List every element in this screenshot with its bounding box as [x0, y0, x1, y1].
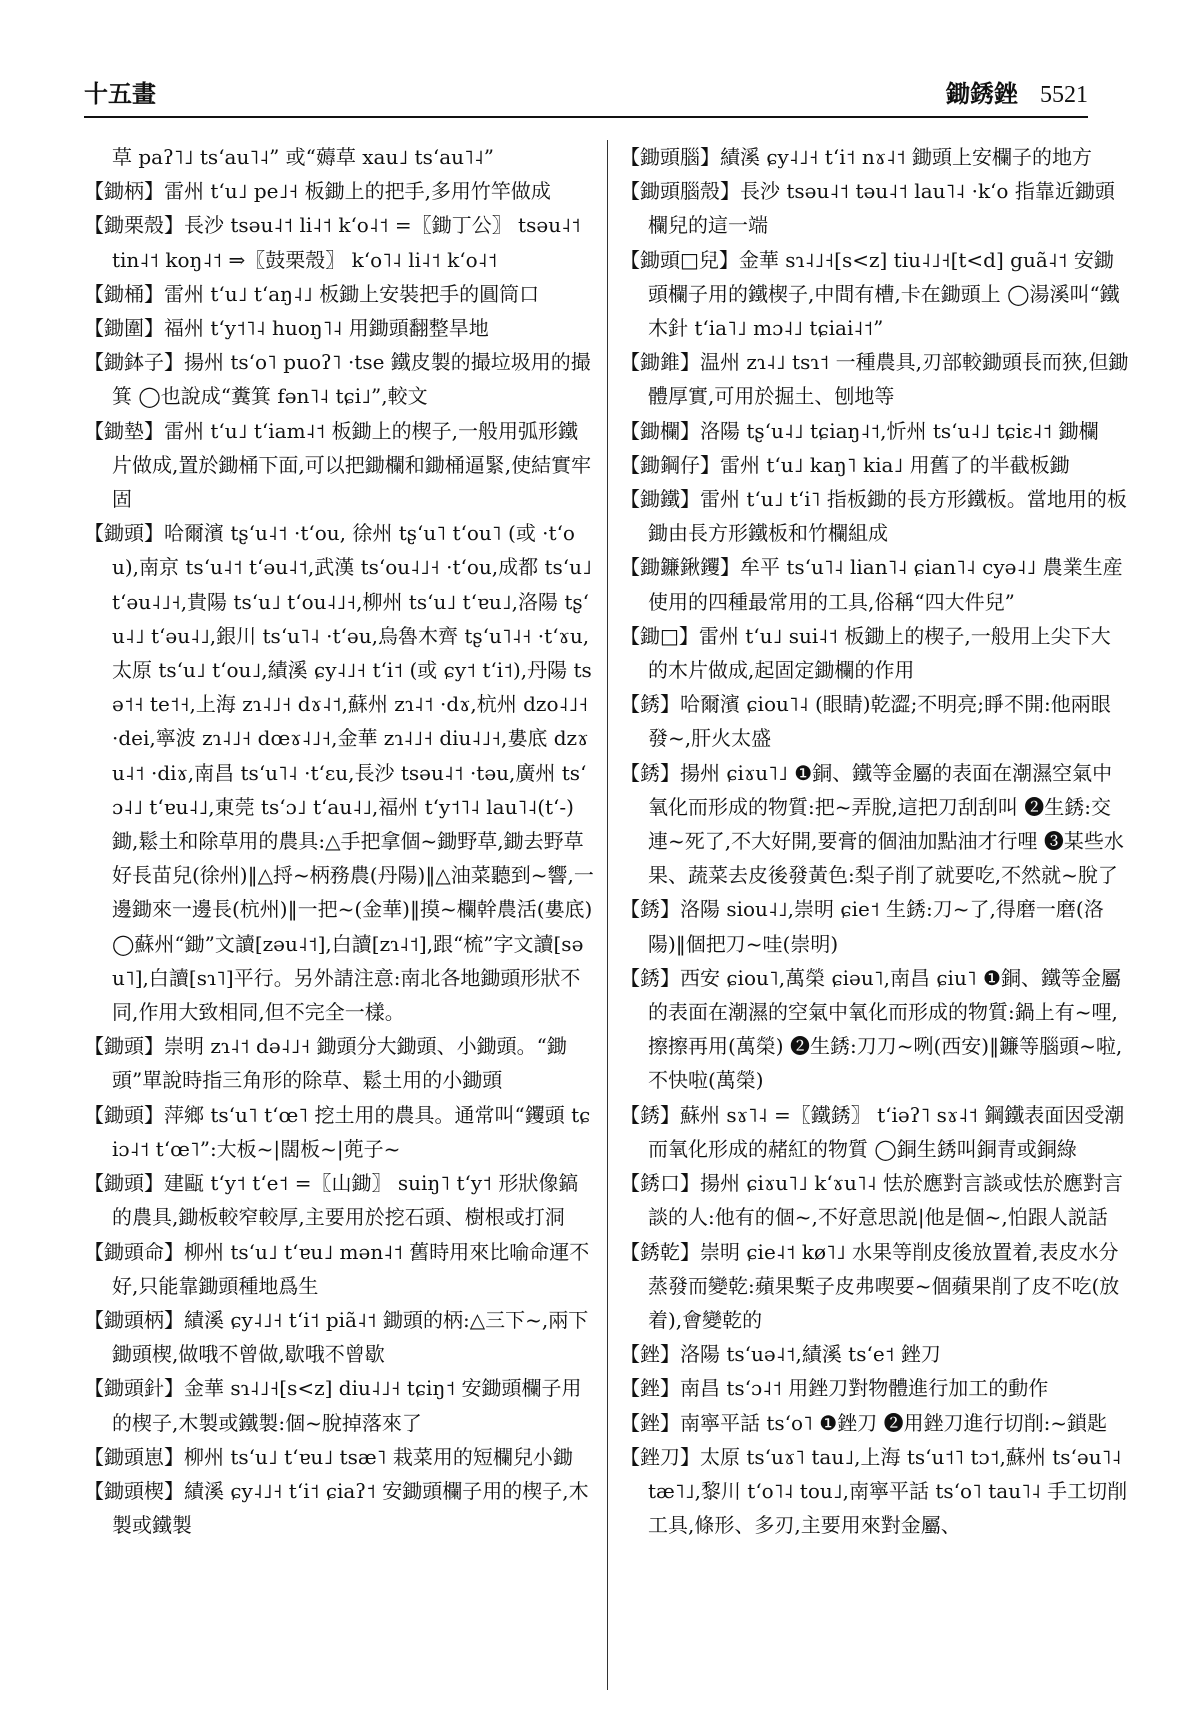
dictionary-entry: 【鋤錐】温州 zɿ˨˩ tsɿ˦ 一種農具,刃部較鋤頭長而狹,但鋤體厚實,可用於掘土、刨地等	[620, 350, 1129, 409]
dictionary-entry: 【鋤鋼仔】雷州 tʻu˩ kaŋ˥ kia˩ 用舊了的半截板鋤	[620, 452, 1070, 477]
dictionary-entry: 【銼刀】太原 tsʻuɤ˥ tau˩,上海 tsʻu˦˥ tɔ˦,蘇州 tsʻəu˥˨ tæ˥˩,黎川 tʻo˥˨ tou˩,南寧平話 tsʻo˥ tau˥˨ 手工切削工具,條形、多刃,主要用來對金屬、	[620, 1444, 1128, 1538]
dictionary-entry: 【鋤頭柄】績溪 ɕy˨˩˧ tʻi˦ piã˨˦ 鋤頭的柄:△三下~,兩下鋤頭楔,做哦不曾做,歇哦不曾歇	[84, 1307, 589, 1367]
dictionary-entry: 【銹】揚州 ɕiɤu˥˩ ❶銅、鐵等金屬的表面在潮濕空氣中氧化而形成的物質:把~弄脫,這把刀刮刮叫 ❷生銹:交連~死了,不大好開,要膏的個油加點油才行哩 ❸某些水果、蔬菜去皮後發黃色:梨子削了就要吃,不然就~脫了	[620, 760, 1124, 888]
dictionary-entry: 【銹】蘇州 sɤ˥˨ =〖鐵銹〗 tʻiəʔ˥ sɤ˨˦ 鋼鐵表面因受潮而氧化形成的赭紅的物質 ◯銅生銹叫銅青或銅綠	[620, 1102, 1125, 1161]
dictionary-entry: 【鋤頭腦殼】長沙 tsəu˨˦ təu˨˦ lau˥˨ ·kʻo 指靠近鋤頭欄兒的這一端	[620, 179, 1115, 238]
head-characters: 鋤銹銼	[946, 79, 1018, 108]
dictionary-entry: 【鋤墊】雷州 tʻu˩ tʻiam˨˦ 板鋤上的楔子,一般用弧形鐵片做成,置於鋤桶下面,可以把鋤欄和鋤桶逼緊,使結實牢固	[84, 418, 592, 512]
dictionary-entry: 【鋤柄】雷州 tʻu˩ pe˩˧ 板鋤上的把手,多用竹竿做成	[84, 179, 551, 204]
dictionary-entry: 【鋤鐵】雷州 tʻu˩ tʻi˥ 指板鋤的長方形鐵板。當地用的板鋤由長方形鐵板和竹欄組成	[620, 487, 1127, 546]
dictionary-entry: 【鋤頭命】柳州 tsʻu˩ tʻɐu˩ mən˨˦ 舊時用來比喻命運不好,只能靠鋤頭種地爲生	[84, 1239, 590, 1298]
dictionary-entry: 【鋤鐮鍬钁】牟平 tsʻu˥˨ lian˥˨ ɕian˥˨ cyə˨˩ 農業生産使用的四種最常用的工具,俗稱“四大件兒”	[620, 555, 1123, 614]
dictionary-entry: 【銹口】揚州 ɕiɤu˥˩ kʻɤu˥˨ 怯於應對言談或怯於應對言談的人:他有的個~,不好意思説|他是個~,怕跟人説話	[620, 1171, 1123, 1230]
left-column	[84, 140, 594, 1542]
right-column	[620, 140, 1130, 1542]
dictionary-entry: 【鋤圍】福州 tʻy˦˥˨ huoŋ˥˨ 用鋤頭翻整旱地	[84, 316, 489, 341]
page-number: 5521	[1040, 82, 1088, 108]
running-head	[946, 74, 1088, 109]
dictionary-entry: 【鋤鉢子】揚州 tsʻo˥ puoʔ˥ ·tse 鐵皮製的撮垃圾用的撮箕 ◯也說成“糞箕 fən˥˨ tɕi˩”,較文	[84, 350, 591, 409]
dictionary-entry: 【鋤桶】雷州 tʻu˩ tʻaŋ˨˩ 板鋤上安裝把手的圓筒口	[84, 281, 540, 306]
dictionary-entry: 草 paʔ˥˩ tsʻau˥˨” 或“薅草 xau˩ tsʻau˥˨”	[112, 145, 494, 169]
dictionary-entry: 【鋤頭楔】績溪 ɕy˨˩˧ tʻi˦ ɕiaʔ˦ 安鋤頭欄子用的楔子,木製或鐵製	[84, 1478, 589, 1538]
section-title: 十五畫	[84, 79, 156, 108]
dictionary-entry: 【鋤頭】哈爾濱 tʂʻu˨˦ ·tʻou, 徐州 tʂʻu˥ tʻou˥ (或 ·tʻou),南京 tsʻu˨˦ tʻəu˨˦,武漢 tsʻou˨˩˧ ·tʻou,成都 tsʻu˩ tʻəu˨˩˧,貴陽 tsʻu˩ tʻou˨˩˧,柳州 tsʻu˩ tʻɐu˩,洛陽 tʂʻu˨˩ tʻəu˨˩,銀川 tsʻu˥˨ ·tʻəu,烏魯木齊 tʂʻu˥˨˧ ·tʻɤu,太原 tsʻu˩ tʻou˩,績溪 ɕy˨˩˧ tʻi˦ (或 ɕy˦ tʻi˦),丹陽 tsə˦˧ te˦˧,上海 zɿ˨˩˧ dɤ˨˦,蘇州 zɿ˨˦ ·dɤ,杭州 dzo˨˩˧ ·dei,寧波 zɿ˨˩˧ dœɤ˨˩˧,金華 zɿ˨˩˧ diu˨˩˧,婁底 dzɤu˨˦ ·diɤ,南昌 tsʻu˥˨ ·tʻɛu,長沙 tsəu˨˦ ·təu,廣州 tsʻɔ˨˩ tʻɐu˨˩,東莞 tsʻɔ˩ tʻau˨˩,福州 tʻy˦˥˨ lau˥˨(tʻ-) 鋤,鬆土和除草用的農具:△手把拿個~鋤野草,鋤去野草好長苗兒(徐州)‖△捋~柄務農(丹陽)‖△油菜聽到~響,一邊鋤來一邊長(杭州)‖一把~(金華)‖摸~欄幹農活(婁底) ◯蘇州“鋤”文讀[zəu˨˦],白讀[zɿ˨˦],跟“梳”字文讀[səu˥],白讀[sɿ˥]平行。另外請注意:南北各地鋤頭形狀不同,作用大致相同,但不完全一樣。	[84, 521, 594, 1025]
dictionary-entry: 【鋤頭】崇明 zɿ˨˦ də˨˩˧ 鋤頭分大鋤頭、小鋤頭。“鋤頭”單說時指三角形的除草、鬆土用的小鋤頭	[84, 1034, 567, 1093]
dictionary-entry: 【銹】哈爾濱 ɕiou˥˨ (眼睛)乾澀;不明亮;睜不開:他兩眼發~,肝火太盛	[620, 692, 1111, 751]
page-header	[84, 74, 1088, 114]
dictionary-entry: 【銹】洛陽 siou˨˩,崇明 ɕie˦ 生銹:刀~了,得磨一磨(洛陽)‖個把刀~哇(崇明)	[620, 897, 1104, 956]
dictionary-entry: 【銼】南昌 tsʻɔ˨˦ 用銼刀對物體進行加工的動作	[620, 1376, 1049, 1401]
dictionary-entry: 【鋤栗殼】長沙 tsəu˨˦ li˨˦ kʻo˨˦ =〖鋤丁公〗 tsəu˨˦ tin˨˦ koŋ˨˦ ⇒〖鼓栗殼〗 kʻo˥˨ li˨˦ kʻo˨˦	[84, 213, 581, 272]
dictionary-entry: 【鋤□】雷州 tʻu˩ sui˨˦ 板鋤上的楔子,一般用上尖下大的木片做成,起固定鋤欄的作用	[620, 623, 1111, 683]
header-rule	[84, 116, 1088, 118]
dictionary-entry: 【鋤頭□兒】金華 sɿ˨˩˧[s<z] tiu˨˩˧[t<d] guã˨˦ 安鋤頭欄子用的鐵楔子,中間有槽,卡在鋤頭上 ◯湯溪叫“鐵木針 tʻia˥˩ mɔ˨˩ tɕiai˨˦”	[620, 247, 1120, 341]
column-divider	[607, 140, 608, 1690]
dictionary-entry: 【鋤頭腦】績溪 ɕy˨˩˧ tʻi˦ nɤ˨˦ 鋤頭上安欄子的地方	[620, 145, 1093, 169]
dictionary-entry: 【銹乾】崇明 ɕie˨˦ kø˥˩ 水果等削皮後放置着,表皮水分蒸發而變乾:蘋果槧子皮弗喫要~個蘋果削了皮不吃(放着),會變乾的	[620, 1239, 1120, 1332]
dictionary-entry: 【銼】南寧平話 tsʻo˥ ❶銼刀 ❷用銼刀進行切削:~鎖匙	[620, 1410, 1108, 1435]
dictionary-entry: 【銼】洛陽 tsʻuə˨˦,績溪 tsʻe˦ 銼刀	[620, 1342, 941, 1367]
dictionary-entry: 【鋤頭】建甌 tʻy˦ tʻe˦ =〖山鋤〗 suiŋ˥ tʻy˦ 形狀像鎬的農具,鋤板較窄較厚,主要用於挖石頭、樹根或打洞	[84, 1171, 579, 1230]
dictionary-entry: 【鋤頭】萍鄉 tsʻu˥ tʻœ˥ 挖土用的農具。通常叫“钁頭 tɕiɔ˨˦ tʻœ˥”:大板~|闊板~|蔸子~	[84, 1102, 591, 1161]
dictionary-entry: 【鋤頭針】金華 sɿ˨˩˧[s<z] diu˨˩˧ tɕiŋ˦ 安鋤頭欄子用的楔子,木製或鐵製:個~脫掉落來了	[84, 1376, 582, 1435]
dictionary-entry: 【鋤頭崽】柳州 tsʻu˩ tʻɐu˩ tsæ˥ 栽菜用的短欄兒小鋤	[84, 1444, 573, 1469]
dictionary-entry: 【鋤欄】洛陽 tʂʻu˨˩ tɕiaŋ˨˦,忻州 tsʻu˨˩ tɕiɛ˨˦ 鋤欄	[620, 418, 1099, 443]
dictionary-entry: 【銹】西安 ɕiou˥,萬榮 ɕiəu˥,南昌 ɕiu˥ ❶銅、鐵等金屬的表面在潮濕的空氣中氧化而形成的物質:鍋上有~哩,擦擦再用(萬榮) ❷生銹:刀刀~咧(西安)‖鐮等腦頭~啦,不快啦(萬榮)	[620, 965, 1123, 1093]
